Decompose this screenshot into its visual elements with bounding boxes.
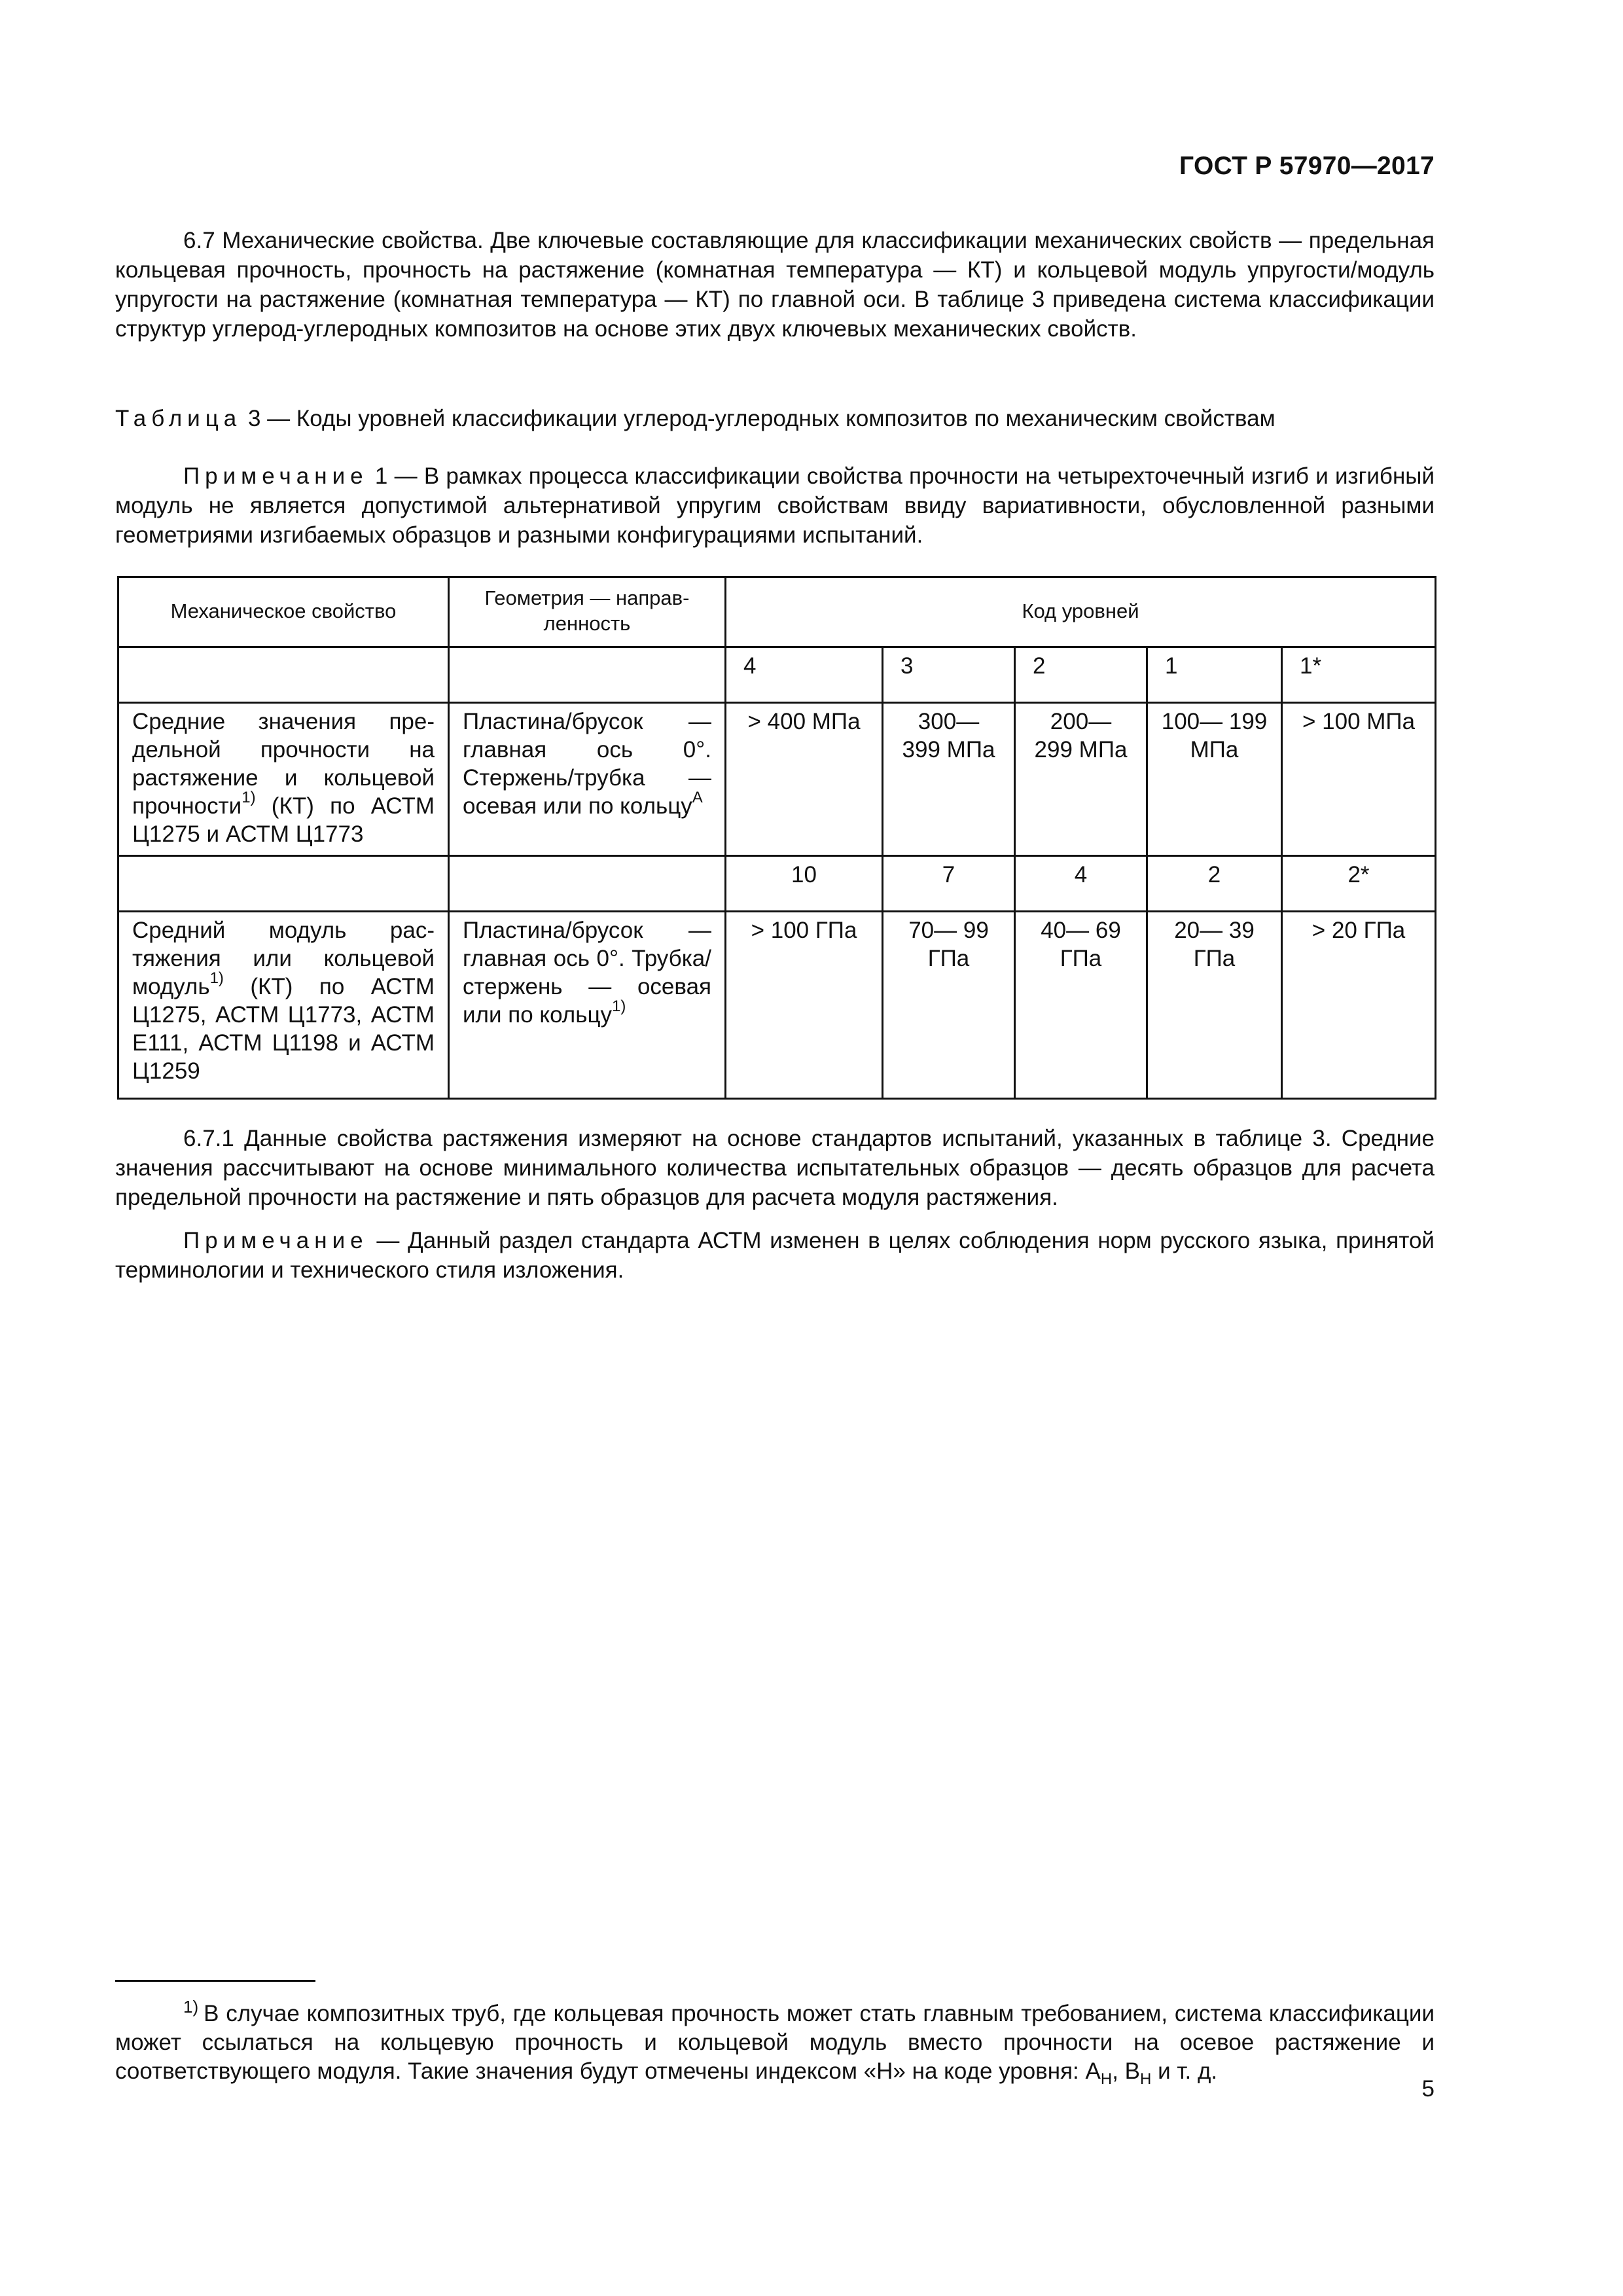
strength-property-cell — [118, 703, 449, 856]
levels-row-modulus — [118, 856, 1436, 912]
modulus-geometry-cell — [449, 912, 726, 1099]
value-cell: > 20 ГПа — [1282, 912, 1436, 1099]
value-cell: 200— 299 МПа — [1015, 703, 1147, 856]
index-b: B — [1124, 2058, 1141, 2084]
index-a: A — [1085, 2058, 1101, 2084]
modulus-property-cell — [118, 912, 449, 1099]
section-6-7-paragraph: 6.7 Механические свойства. Две ключевые составляющие для классификации механических свойств — предельная кольцевая прочность, прочность на растяжение (комнатная температура — КТ) и кольцевой модуль упругости/модуль упругости на растяжение (комнатная температура — КТ) по главной оси. В таблице 3 приведена система классификации структур углерод-углеродных композитов на основе этих двух ключевых механических свойств. — [115, 228, 1435, 342]
level-cell: 7 — [883, 856, 1015, 912]
level-cell: 2* — [1282, 856, 1436, 912]
footnote-ref: 1) — [209, 969, 224, 988]
level-cell: 2 — [1015, 647, 1147, 703]
classification-table — [117, 576, 1436, 1100]
table-header-row — [118, 577, 1436, 647]
property-tail: (КТ) по АСТМ Ц1275 и АСТМ Ц1773 — [132, 793, 435, 847]
modulus-row — [118, 912, 1436, 1099]
note-1-label: Примечание — [183, 463, 368, 489]
note-2 — [115, 1226, 1435, 1285]
index-a-sub: Н — [1100, 2070, 1113, 2088]
level-cell: 2 — [1147, 856, 1282, 912]
empty-cell — [449, 647, 726, 703]
note-1-text: 1 — В рамках процесса классификации свойства прочности на четырехточечный изгиб и изгибный модуль не является допустимой альтернативой упругим свойствам ввиду вариативности, обусловленной разными геометриями изгибаемых образцов и разными конфигурациями испытаний. — [115, 463, 1435, 548]
table-caption — [115, 404, 1435, 433]
table-caption-label: Таблица — [115, 406, 242, 431]
footnote-divider — [115, 1980, 315, 1982]
value-cell: 70— 99 ГПа — [883, 912, 1015, 1099]
value-cell: > 100 МПа — [1282, 703, 1436, 856]
index-sep: , — [1112, 2058, 1125, 2084]
value-cell: > 400 МПа — [726, 703, 883, 856]
geometry-text: Пластина/брусок — главная ось 0°. Стержень/трубка — осевая или по кольцу — [463, 709, 711, 819]
value-cell: > 100 ГПа — [726, 912, 883, 1099]
note-1 — [115, 461, 1435, 550]
index-b-sub: Н — [1140, 2070, 1152, 2088]
strength-geometry-cell — [449, 703, 726, 856]
footnote-tail: и т. д. — [1151, 2058, 1218, 2084]
footnote-ref: 1) — [241, 789, 256, 807]
page-number: 5 — [1421, 2076, 1435, 2102]
empty-cell — [118, 856, 449, 912]
property-text: Средние значения предельной прочности на растяжение и кольцевой прочности — [132, 709, 435, 819]
table-caption-text: 3 — Коды уровней классификации углерод-углеродных композитов по механическим свойствам — [241, 406, 1275, 431]
property-text: Средний модуль растяжения или кольцевой модуль — [132, 918, 435, 999]
geometry-text: Пластина/брусок — главная ось 0°. Трубка/стержень — осевая или по кольцу — [463, 918, 711, 1028]
level-cell: 4 — [726, 647, 883, 703]
empty-cell — [449, 856, 726, 912]
property-tail: (КТ) по АСТМ Ц1275, АСТМ Ц1773, АСТМ Е111, АСТМ Ц1198 и АСТМ Ц1259 — [132, 974, 435, 1084]
levels-row-strength — [118, 647, 1436, 703]
note-2-label: Примечание — [183, 1228, 368, 1253]
header-code-levels: Код уровней — [726, 577, 1436, 647]
header-property: Механическое свойство — [118, 577, 449, 647]
value-cell: 20— 39 ГПа — [1147, 912, 1282, 1099]
note-2-text: — Данный раздел стандарта АСТМ изменен в целях соблюдения норм русского языка, принятой терминологии и технического стиля изложения. — [115, 1228, 1435, 1283]
footnote — [115, 1997, 1435, 2088]
value-cell: 300— 399 МПа — [883, 703, 1015, 856]
section-6-7-1-paragraph: 6.7.1 Данные свойства растяжения измеряют на основе стандартов испытаний, указанных в таблице 3. Средние значения рассчитывают на основе минимального количества испытательных образцов — десять образцов для расчета предельной прочности на растяжение и пять образцов для расчета модуля растяжения. — [115, 1126, 1435, 1210]
document-id: ГОСТ Р 57970—2017 — [1179, 152, 1435, 180]
footnote-ref: 1) — [612, 997, 626, 1016]
value-cell: 100— 199 МПа — [1147, 703, 1282, 856]
footnote-mark: 1) — [183, 1997, 199, 2017]
level-cell: 3 — [883, 647, 1015, 703]
strength-row — [118, 703, 1436, 856]
footnote-text: В случае композитных труб, где кольцевая прочность может стать главным требованием, система классификации может ссылаться на кольцевую прочность и кольцевой модуль вместо прочности на осевое растяжение и соответствующего модуля. Такие значения будут отмечены индексом «Н» на коде уровня: — [115, 2001, 1435, 2084]
level-cell: 1 — [1147, 647, 1282, 703]
level-cell: 4 — [1015, 856, 1147, 912]
level-cell: 1* — [1282, 647, 1436, 703]
value-cell: 40— 69 ГПа — [1015, 912, 1147, 1099]
note-ref: A — [692, 789, 703, 807]
header-geometry: Геометрия — направленность — [449, 577, 726, 647]
empty-cell — [118, 647, 449, 703]
level-cell: 10 — [726, 856, 883, 912]
